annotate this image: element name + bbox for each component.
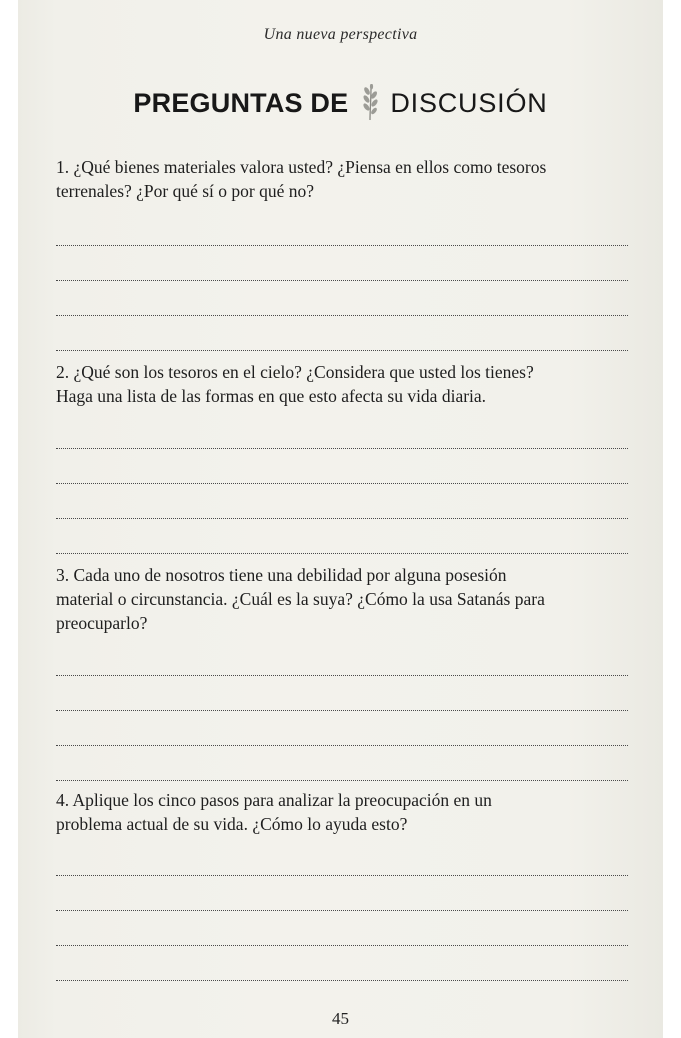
page-number: 45 (332, 1009, 349, 1028)
question-2 (56, 360, 636, 408)
section-heading (18, 84, 663, 122)
question-4-line-2: problema actual de su vida. ¿Cómo lo ayuda esto? (56, 814, 408, 834)
answer-line (56, 315, 628, 316)
answer-line (56, 675, 628, 676)
answer-line (56, 483, 628, 484)
question-4 (56, 788, 636, 836)
answer-line (56, 945, 628, 946)
question-1 (56, 155, 636, 203)
question-4-line-1: 4. Aplique los cinco pasos para analizar la preocupación en un (56, 790, 492, 810)
book-page (18, 0, 663, 1038)
question-3 (56, 563, 636, 635)
question-1-line-1: 1. ¿Qué bienes materiales valora usted? ¿Piensa en ellos como tesoros (56, 157, 547, 177)
answer-line (56, 875, 628, 876)
question-3-line-3: preocuparlo? (56, 613, 148, 633)
answer-line (56, 350, 628, 351)
answer-line (56, 280, 628, 281)
answer-line (56, 245, 628, 246)
question-1-line-2: terrenales? ¿Por qué sí o por qué no? (56, 181, 315, 201)
answer-line (56, 745, 628, 746)
answer-line (56, 553, 628, 554)
answer-line (56, 518, 628, 519)
question-3-line-1: 3. Cada uno de nosotros tiene una debilidad por alguna posesión (56, 565, 507, 585)
answer-line (56, 980, 628, 981)
question-2-line-2: Haga una lista de las formas en que esto afecta su vida diaria. (56, 386, 487, 406)
heading-bold-text: PREGUNTAS DE (133, 87, 349, 118)
answer-line (56, 780, 628, 781)
answer-line (56, 448, 628, 449)
leaf-sprig-icon (359, 84, 381, 122)
answer-line (56, 710, 628, 711)
answer-line (56, 910, 628, 911)
running-head: Una nueva perspectiva (263, 26, 418, 43)
question-2-line-1: 2. ¿Qué son los tesoros en el cielo? ¿Considera que usted los tienes? (56, 362, 534, 382)
question-3-line-2: material o circunstancia. ¿Cuál es la suya? ¿Cómo la usa Satanás para (56, 589, 545, 609)
heading-regular-text: DISCUSIÓN (390, 87, 548, 118)
